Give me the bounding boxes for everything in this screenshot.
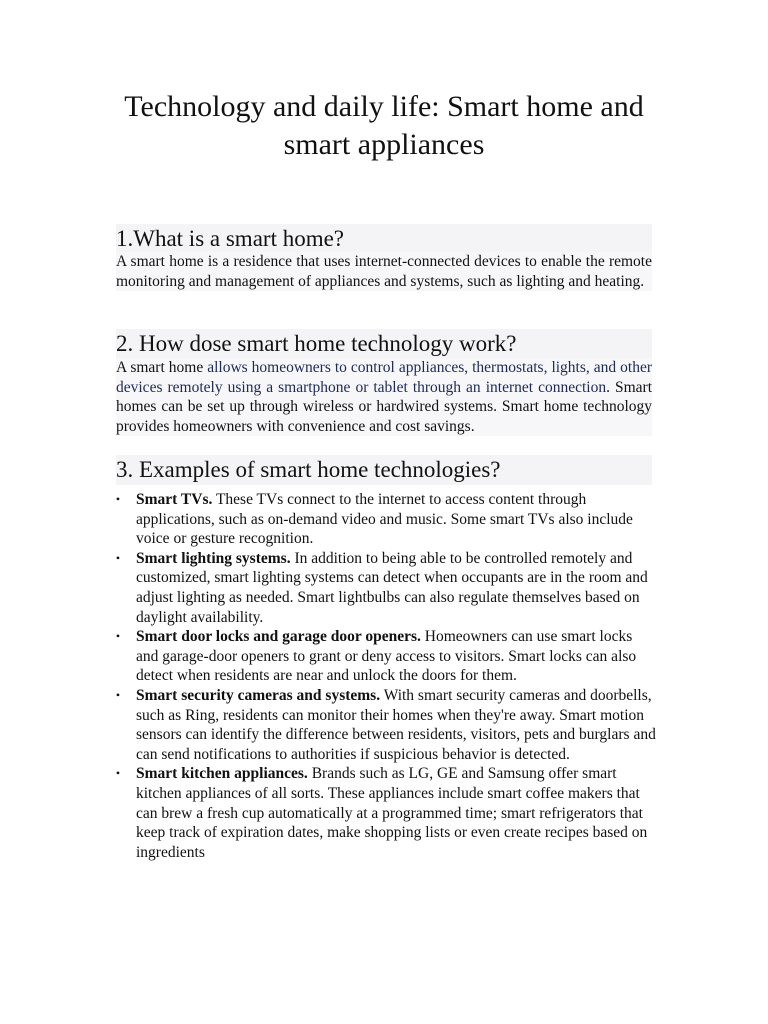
section-heading-examples: 3. Examples of smart home technologies? <box>116 455 652 485</box>
list-item-text: In addition to being able to be controlled remotely and customized, smart lighting systems can detect when occupants are in the room and adjust lighting as needed. Smart lightbulbs can also regulate themselves based on daylight availability. <box>136 549 648 626</box>
list-item <box>112 549 657 627</box>
bullet-icon: • <box>115 492 121 506</box>
section-heading-how-works: 2. How dose smart home technology work? <box>116 329 652 359</box>
list-item <box>112 686 657 764</box>
bullet-icon: • <box>115 766 121 781</box>
section-body-what-is: A smart home is a residence that uses internet-connected devices to enable the remote monitoring and management of appliances and systems, such as lighting and heating. <box>116 253 652 290</box>
section-heading-what-is: 1.What is a smart home? <box>116 224 652 254</box>
examples-list <box>112 490 657 862</box>
list-item-term: Smart lighting systems. <box>136 549 291 567</box>
list-item <box>112 764 657 862</box>
list-item-term: Smart kitchen appliances. <box>136 765 308 783</box>
list-item-term: Smart door locks and garage door openers. <box>136 628 421 646</box>
list-item-term: Smart TVs. <box>136 491 213 508</box>
list-item-term: Smart security cameras and systems. <box>136 686 381 704</box>
list-item-text: Homeowners can use smart locks and garage-door openers to grant or deny access to visitors. Smart locks can also detect when residents are near and unlock the doors for them. <box>136 628 637 685</box>
bullet-icon: • <box>115 550 121 565</box>
section-body-how-works <box>116 358 652 436</box>
body-prefix: A smart home <box>116 359 208 376</box>
list-item-text: These TVs connect to the internet to access content through applications, such as on-demand video and music. Some smart TVs also include voice or gesture recognition. <box>136 491 633 548</box>
list-item <box>112 490 657 549</box>
body-highlight: allows homeowners to control appliances, thermostats, lights, and other devices remotely using a smartphone or tablet through an internet connection <box>116 359 652 396</box>
document-title: Technology and daily life: Smart home and smart appliances <box>124 90 644 161</box>
bullet-icon: • <box>115 629 121 644</box>
bullet-icon: • <box>115 687 121 702</box>
list-item-text: Brands such as LG, GE and Samsung offer smart kitchen appliances of all sorts. These appliances include smart coffee makers that can brew a fresh cup automatically at a programmed time; smart refrigerators that keep track of expiration dates, make shopping lists or even create recipes based on ingredients <box>136 765 648 861</box>
list-item-text: With smart security cameras and doorbells, such as Ring, residents can monitor their homes when they're away. Smart motion sensors can identify the difference between residents, visitors, pets and burglars and can send notifications to authorities if suspicious behavior is detected. <box>136 686 656 763</box>
body-suffix: . Smart homes can be set up through wireless or hardwired systems. Smart home technology provides homeowners with convenience and cost savings. <box>116 378 652 435</box>
list-item <box>112 627 657 686</box>
